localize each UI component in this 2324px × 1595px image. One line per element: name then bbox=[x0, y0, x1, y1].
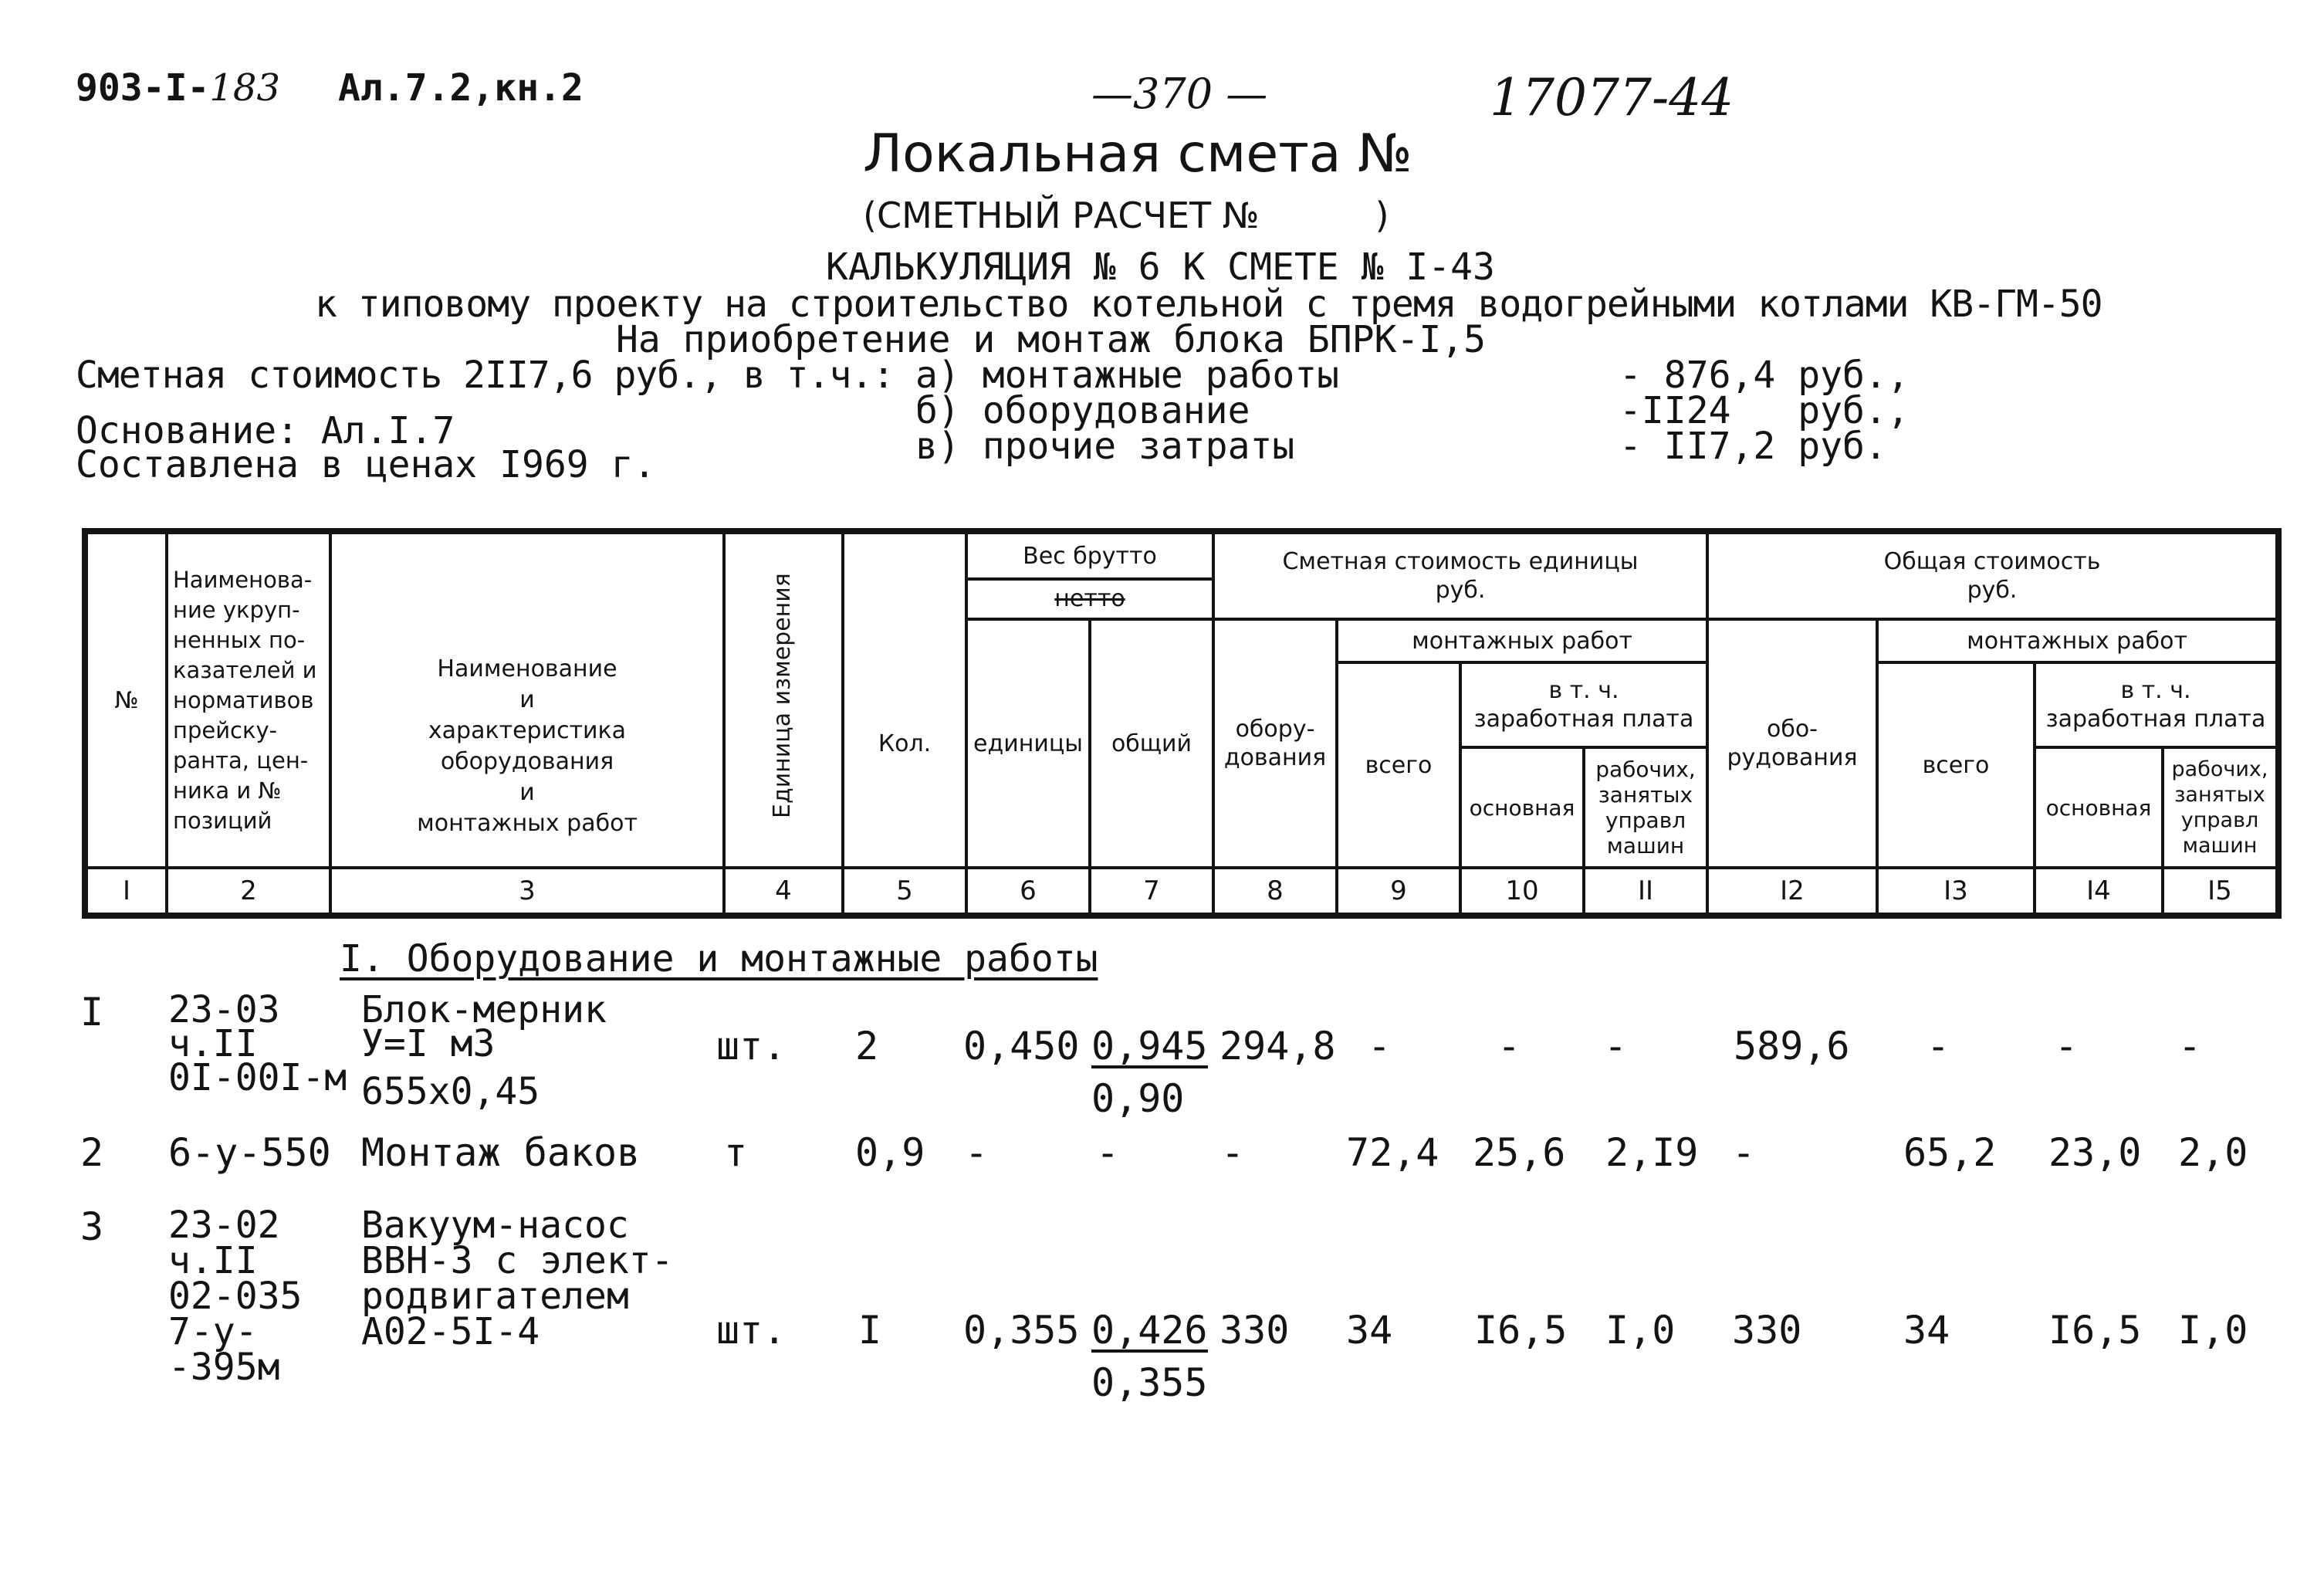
row-name bbox=[361, 988, 607, 1113]
col-wage-machine-header-line: занятых bbox=[1598, 782, 1693, 808]
col-index: 3 bbox=[519, 875, 536, 906]
col-wage-basic-total-header: основная bbox=[2045, 794, 2152, 821]
row-weight-total: 0,426 bbox=[1091, 1308, 1208, 1353]
row-equipment-unit: - bbox=[1221, 1130, 1245, 1175]
row-wage-basic-total: I6,5 bbox=[2048, 1308, 2142, 1353]
row-code bbox=[168, 1204, 303, 1389]
object-line: На приобретение и монтаж блока БПРК-I,5 bbox=[616, 318, 1487, 361]
col-code-header-line: казателей и bbox=[173, 656, 317, 683]
col-wage-machine-total-header-line: машин bbox=[2182, 834, 2258, 858]
row-equipment-total: 330 bbox=[1732, 1308, 1802, 1353]
wage-header-line: в т. ч. bbox=[1548, 677, 1619, 704]
row-name-line: родвигателем bbox=[361, 1275, 629, 1318]
subtitle-close: ) bbox=[1375, 195, 1389, 236]
col-mount-grand-total-header: всего bbox=[1922, 751, 1990, 779]
row-wage-machine: - bbox=[1604, 1024, 1628, 1068]
wage-total-header-line: в т. ч. bbox=[2120, 677, 2191, 704]
wage-total-header bbox=[2036, 664, 2275, 746]
col-code-header bbox=[168, 534, 329, 866]
col-code-header-line: ника и № bbox=[173, 777, 282, 804]
col-index: 5 bbox=[896, 875, 913, 906]
row-mount-total: 34 bbox=[1346, 1308, 1393, 1353]
project-code-handwritten: 183 bbox=[209, 66, 281, 110]
summary-item-value: -II24 руб., bbox=[1619, 389, 1910, 432]
row-equipment-total: - bbox=[1732, 1130, 1756, 1175]
archive-number: 17077-44 bbox=[1490, 68, 1734, 127]
row-wage-machine-total: I,0 bbox=[2178, 1308, 2248, 1353]
col-equipment-total-header bbox=[1709, 621, 1876, 866]
col-index: 10 bbox=[1505, 875, 1539, 906]
col-index: I3 bbox=[1943, 875, 1968, 906]
row-weight-total: 0,945 bbox=[1091, 1024, 1208, 1068]
col-index: I4 bbox=[2086, 875, 2111, 906]
unit-cost-header bbox=[1215, 534, 1706, 618]
col-equipment-total-header-line: рудования bbox=[1727, 744, 1858, 771]
price-year: Составлена в ценах I969 г. bbox=[76, 443, 656, 486]
row-wage-machine: 2,I9 bbox=[1605, 1130, 1699, 1175]
col-name-header-line: оборудования bbox=[440, 748, 614, 775]
row-equipment-unit: 330 bbox=[1220, 1308, 1290, 1353]
col-unit-header: Единица измерения bbox=[769, 573, 796, 818]
row-equipment-total: 589,6 bbox=[1734, 1024, 1850, 1068]
row-weight-unit: 0,450 bbox=[963, 1024, 1080, 1068]
section-title: I. Оборудование и монтажные работы bbox=[340, 937, 1098, 980]
col-code-header-line: ранта, цен- bbox=[173, 747, 309, 774]
row-code bbox=[168, 988, 347, 1099]
col-wage-machine-header bbox=[1585, 749, 1706, 866]
album-ref: Ал.7.2,кн.2 bbox=[338, 66, 584, 110]
col-name-header-line: и bbox=[519, 686, 535, 713]
row-weight-net: 0,355 bbox=[1091, 1360, 1208, 1405]
total-cost-header-line: Общая стоимость bbox=[1883, 548, 2101, 575]
row-name-line: А02-5I-4 bbox=[361, 1310, 540, 1353]
row-wage-basic: - bbox=[1497, 1024, 1521, 1068]
col-index: 8 bbox=[1267, 875, 1284, 906]
row-number: I bbox=[80, 990, 104, 1035]
row-name-line: Блок-мерник bbox=[361, 988, 607, 1031]
calculation-title: КАЛЬКУЛЯЦИЯ № 6 К СМЕТЕ № I-43 bbox=[826, 246, 1495, 289]
row-weight-net: 0,90 bbox=[1091, 1076, 1185, 1121]
summary-item-label: в) прочие затраты bbox=[915, 425, 1295, 468]
row-name bbox=[361, 1204, 674, 1353]
col-equipment-unit-header-line: дования bbox=[1223, 744, 1327, 771]
wage-header-line: заработная плата bbox=[1473, 706, 1694, 733]
col-name-header-line: характеристика bbox=[428, 717, 627, 744]
subtitle bbox=[863, 195, 1389, 236]
project-line: к типовому проекту на строительство котельной с тремя водогрейными котлами КВ-ГМ-50 bbox=[315, 283, 2102, 326]
col-index: II bbox=[1637, 875, 1654, 906]
page-number: —370 — bbox=[1091, 69, 1268, 118]
summary-item-label: б) оборудование bbox=[915, 389, 1250, 432]
row-wage-machine-total: 2,0 bbox=[2178, 1130, 2248, 1175]
col-index: 9 bbox=[1390, 875, 1407, 906]
total-cost-header bbox=[1709, 534, 2275, 618]
row-mount-total: - bbox=[1368, 1024, 1392, 1068]
weight-net-header: нетто bbox=[1054, 584, 1125, 612]
row-unit: т bbox=[724, 1130, 748, 1175]
estimate-table-header bbox=[82, 528, 2282, 919]
unit-cost-header-line: Сметная стоимость единицы bbox=[1282, 548, 1639, 575]
row-wage-machine-total: - bbox=[2178, 1024, 2202, 1068]
mount-work-header: монтажных работ bbox=[1412, 627, 1632, 655]
row-number: 3 bbox=[80, 1204, 104, 1249]
row-code-line: 7-у- bbox=[168, 1310, 258, 1353]
row-unit: шт. bbox=[716, 1308, 787, 1353]
row-weight-total: - bbox=[1096, 1130, 1120, 1175]
row-wage-basic: I6,5 bbox=[1474, 1308, 1568, 1353]
summary-item-label: а) монтажные работы bbox=[915, 354, 1340, 397]
col-number-header: № bbox=[114, 686, 139, 714]
row-code-line: 6-у-550 bbox=[168, 1130, 331, 1175]
row-qty: 2 bbox=[855, 1024, 879, 1068]
summary-item-value: - II7,2 руб. bbox=[1619, 425, 1887, 468]
total-cost-header-line: руб. bbox=[1967, 577, 2018, 604]
row-name-line: У=I м3 bbox=[361, 1022, 496, 1065]
col-wage-machine-total-header-line: занятых bbox=[2174, 783, 2265, 807]
row-weight-unit: - bbox=[965, 1130, 989, 1175]
col-wage-machine-total-header bbox=[2164, 749, 2275, 866]
row-mount-grand-total: 34 bbox=[1903, 1308, 1950, 1353]
col-equipment-unit-header-line: обору- bbox=[1235, 716, 1315, 743]
col-name-header-line: монтажных работ bbox=[417, 810, 638, 837]
row-code bbox=[168, 1130, 331, 1175]
col-code-header-line: нормативов bbox=[173, 686, 314, 713]
row-name-line: ВВН-3 с элект- bbox=[361, 1239, 674, 1282]
project-code-print: 903-I- bbox=[76, 66, 210, 110]
col-qty-header: Кол. bbox=[878, 730, 932, 757]
col-weight-unit-header: единицы bbox=[973, 730, 1083, 757]
col-index: 4 bbox=[775, 875, 792, 906]
row-name-line: Вакуум-насос bbox=[361, 1204, 629, 1247]
row-wage-basic: 25,6 bbox=[1473, 1130, 1566, 1175]
row-name-line: 655х0,45 bbox=[361, 1070, 540, 1113]
weight-gross-header: Вес брутто bbox=[1023, 542, 1157, 570]
row-code-line: 23-02 bbox=[168, 1204, 280, 1247]
summary-item-value: - 876,4 руб., bbox=[1619, 354, 1910, 397]
row-code-line: ч.II bbox=[168, 1022, 258, 1065]
row-code-line: -395м bbox=[168, 1346, 280, 1389]
col-name-header bbox=[332, 627, 722, 866]
row-qty: 0,9 bbox=[855, 1130, 925, 1175]
row-equipment-unit: 294,8 bbox=[1220, 1024, 1336, 1068]
mount-work-total-header: монтажных работ bbox=[1967, 627, 2187, 655]
col-index: I5 bbox=[2207, 875, 2232, 906]
col-mount-total-header: всего bbox=[1365, 751, 1433, 779]
col-index: I bbox=[122, 875, 131, 906]
row-wage-basic-total: 23,0 bbox=[2048, 1130, 2142, 1175]
col-index: 6 bbox=[1020, 875, 1037, 906]
col-name-header-line: и bbox=[519, 779, 535, 806]
col-wage-machine-total-header-line: рабочих, bbox=[2171, 757, 2268, 781]
col-equipment-total-header-line: обо- bbox=[1766, 716, 1818, 743]
col-index: 2 bbox=[240, 875, 257, 906]
basis: Основание: Ал.I.7 bbox=[76, 409, 455, 452]
col-code-header-line: ние укруп- bbox=[173, 596, 300, 623]
row-mount-grand-total: - bbox=[1927, 1024, 1950, 1068]
row-code-line: 02-035 bbox=[168, 1275, 303, 1318]
project-code bbox=[76, 66, 280, 110]
row-number: 2 bbox=[80, 1130, 104, 1175]
row-name bbox=[361, 1130, 641, 1175]
row-mount-total: 72,4 bbox=[1346, 1130, 1439, 1175]
subtitle-text: (СМЕТНЫЙ РАСЧЕТ № bbox=[863, 195, 1260, 236]
page-title: Локальная смета № bbox=[863, 124, 1412, 185]
col-wage-basic-header: основная bbox=[1469, 794, 1575, 821]
unit-cost-header-line: руб. bbox=[1435, 577, 1486, 604]
col-name-header-line: Наименование bbox=[437, 655, 617, 682]
row-code-line: 0I-00I-м bbox=[168, 1056, 347, 1099]
row-code-line: 23-03 bbox=[168, 988, 280, 1031]
col-wage-machine-header-line: рабочих, bbox=[1595, 757, 1696, 782]
col-wage-machine-header-line: машин bbox=[1606, 833, 1685, 858]
wage-header bbox=[1462, 664, 1706, 746]
row-wage-machine: I,0 bbox=[1605, 1308, 1676, 1353]
col-equipment-unit-header bbox=[1215, 621, 1335, 866]
row-wage-basic-total: - bbox=[2055, 1024, 2079, 1068]
row-qty: I bbox=[858, 1308, 882, 1353]
col-code-header-line: ненных по- bbox=[173, 626, 306, 653]
col-wage-machine-total-header-line: управл bbox=[2180, 808, 2259, 832]
row-mount-grand-total: 65,2 bbox=[1903, 1130, 1997, 1175]
col-weight-total-header: общий bbox=[1111, 730, 1192, 757]
col-index: I2 bbox=[1780, 875, 1805, 906]
cost-label: Сметная стоимость 2II7,6 руб., в т.ч.: bbox=[76, 354, 895, 397]
col-code-header-line: Наименова- bbox=[173, 566, 313, 593]
row-unit: шт. bbox=[716, 1024, 787, 1068]
row-code-line: ч.II bbox=[168, 1239, 258, 1282]
wage-total-header-line: заработная плата bbox=[2045, 706, 2266, 733]
col-index: 7 bbox=[1143, 875, 1160, 906]
col-code-header-line: прейску- bbox=[173, 716, 278, 743]
row-name-line: Монтаж баков bbox=[361, 1130, 641, 1175]
row-weight-unit: 0,355 bbox=[963, 1308, 1080, 1353]
col-wage-machine-header-line: управл bbox=[1605, 808, 1686, 833]
col-code-header-line: позиций bbox=[173, 807, 272, 834]
